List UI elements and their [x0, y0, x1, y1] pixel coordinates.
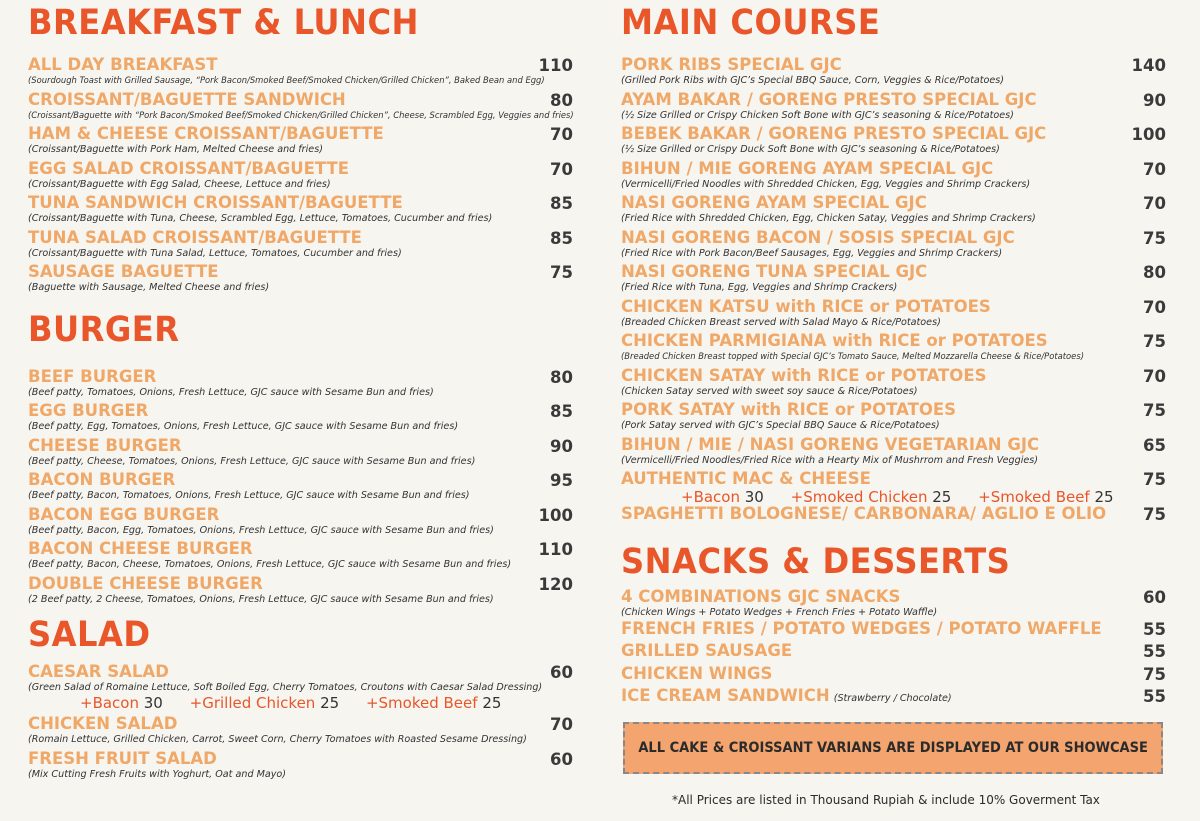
extra-price: 25 [1094, 488, 1114, 506]
menu-item [621, 297, 1166, 329]
extra-label: +Bacon [681, 488, 740, 506]
item-name: CROISSANT/BAGUETTE SANDWICH [28, 90, 346, 109]
item-price: 70 [1143, 298, 1166, 317]
item-description: (Vermicelli/Fried Noodles/Fried Rice with a Hearty Mix of Mushrrom and Fresh Veggies) [621, 455, 1039, 466]
item-description: (Beef patty, Tomatoes, Onions, Fresh Lettuce, GJC sauce with Sesame Bun and fries) [28, 387, 434, 398]
menu-item [28, 124, 573, 156]
item-name: NASI GORENG TUNA SPECIAL GJC [621, 262, 928, 281]
item-description: (Beef patty, Bacon, Egg, Tomatoes, Onions, Fresh Lettuce, GJC sauce with Sesame Bun and fries) [28, 525, 494, 536]
item-description: (Beef patty, Cheese, Tomatoes, Onions, Fresh Lettuce, GJC sauce with Sesame Bun and fries) [28, 456, 476, 467]
item-name: CAESAR SALAD [28, 662, 169, 681]
item-description: (Strawberry / Chocolate) [833, 693, 952, 704]
menu-item [621, 619, 1166, 638]
extra-label: +Grilled Chicken [189, 694, 316, 712]
item-name: HAM & CHEESE CROISSANT/BAGUETTE [28, 124, 384, 143]
showcase-banner-text: ALL CAKE & CROISSANT VARIANS ARE DISPLAYED AT OUR SHOWCASE [638, 740, 1148, 756]
item-description: (Mix Cutting Fresh Fruits with Yoghurt, Oat and Mayo) [28, 769, 287, 780]
item-name: BEBEK BAKAR / GORENG PRESTO SPECIAL GJC [621, 124, 1047, 143]
item-name: BEEF BURGER [28, 367, 157, 386]
section-title-salad: SALAD [28, 615, 151, 655]
menu-item [28, 470, 573, 502]
extra-label: +Smoked Chicken [790, 488, 928, 506]
item-price: 120 [538, 575, 573, 594]
item-name: BACON EGG BURGER [28, 505, 220, 524]
section-title-burger: BURGER [28, 310, 180, 350]
item-description: (2 Beef patty, 2 Cheese, Tomatoes, Onions, Fresh Lettuce, GJC sauce with Sesame Bun and fries) [28, 594, 494, 605]
item-extras [80, 694, 573, 712]
item-price: 85 [550, 229, 573, 248]
extra-price: 30 [744, 488, 764, 506]
item-name: TUNA SALAD CROISSANT/BAGUETTE [28, 228, 362, 247]
menu-item [621, 400, 1166, 432]
price-footnote: *All Prices are listed in Thousand Rupiah & include 10% Goverment Tax [672, 793, 1100, 807]
menu-item [28, 262, 573, 294]
menu-item [28, 55, 573, 87]
item-description: (Fried Rice with Pork Bacon/Beef Sausages, Egg, Veggies and Shrimp Crackers) [621, 248, 1003, 259]
menu-item [621, 664, 1166, 683]
item-price: 55 [1143, 620, 1166, 639]
item-name: BIHUN / MIE / NASI GORENG VEGETARIAN GJC [621, 435, 1040, 454]
item-price: 75 [1143, 505, 1166, 524]
extra-label: +Bacon [80, 694, 139, 712]
item-description: (Fried Rice with Shredded Chicken, Egg, Chicken Satay, Veggies and Shrimp Crackers) [621, 213, 1036, 224]
item-price: 75 [1143, 401, 1166, 420]
menu-item [621, 228, 1166, 260]
item-price: 55 [1143, 642, 1166, 661]
item-description: (Beef patty, Egg, Tomatoes, Onions, Fresh Lettuce, GJC sauce with Sesame Bun and fries) [28, 421, 459, 432]
item-name: ICE CREAM SANDWICH [621, 686, 830, 705]
item-price: 80 [550, 91, 573, 110]
item-name: NASI GORENG AYAM SPECIAL GJC [621, 193, 927, 212]
item-name: SPAGHETTI BOLOGNESE/ CARBONARA/ AGLIO E OLIO [621, 504, 1107, 523]
extra-price: 30 [143, 694, 163, 712]
menu-item [621, 124, 1166, 156]
menu-item [28, 574, 573, 606]
item-price: 100 [538, 506, 573, 525]
item-name: EGG BURGER [28, 401, 149, 420]
item-price: 75 [550, 263, 573, 282]
item-price: 85 [550, 194, 573, 213]
item-price: 70 [1143, 367, 1166, 386]
item-price: 75 [1143, 229, 1166, 248]
item-name: CHICKEN SALAD [28, 714, 178, 733]
section-title-breakfast: BREAKFAST & LUNCH [28, 3, 419, 43]
extra-price: 25 [482, 694, 502, 712]
menu-item [28, 714, 573, 746]
menu-item [28, 367, 573, 399]
extra-label: +Smoked Beef [978, 488, 1090, 506]
item-description: (Croissant/Baguette with Tuna Salad, Lettuce, Tomatoes, Cucumber and fries) [28, 248, 402, 259]
item-name: ALL DAY BREAKFAST [28, 55, 218, 74]
item-name: CHICKEN PARMIGIANA with RICE or POTATOES [621, 331, 1048, 350]
item-description: (Chicken Satay served with sweet soy sauce & Rice/Potatoes) [621, 386, 918, 397]
menu-item [621, 435, 1166, 467]
item-name: FRENCH FRIES / POTATO WEDGES / POTATO WAFFLE [621, 619, 1102, 638]
item-price: 110 [538, 540, 573, 559]
item-price: 80 [1143, 263, 1166, 282]
item-name: EGG SALAD CROISSANT/BAGUETTE [28, 159, 350, 178]
item-description: (Green Salad of Romaine Lettuce, Soft Boiled Egg, Cherry Tomatoes, Croutons with Caesar Salad Dressing) [28, 682, 543, 693]
item-name: CHICKEN WINGS [621, 664, 773, 683]
item-description: (Sourdough Toast with Grilled Sausage, “Pork Bacon/Smoked Beef/Smoked Chicken/Grilled Chicken”, Baked Bean and Egg) [28, 75, 545, 85]
menu-item [28, 193, 573, 225]
item-price: 80 [550, 368, 573, 387]
menu-item [621, 641, 1166, 660]
item-name-row [621, 686, 1166, 708]
menu-item [621, 159, 1166, 191]
item-description: (Croissant/Baguette with Pork Ham, Melted Cheese and fries) [28, 144, 323, 155]
item-name: NASI GORENG BACON / SOSIS SPECIAL GJC [621, 228, 1015, 247]
item-description: (Pork Satay served with GJC’s Special BBQ Sauce & Rice/Potatoes) [621, 420, 940, 431]
item-price: 65 [1143, 436, 1166, 455]
item-description: (Vermicelli/Fried Noodles with Shredded Chicken, Egg, Veggies and Shrimp Crackers) [621, 179, 1031, 190]
menu-item [28, 662, 573, 712]
item-price: 70 [1143, 194, 1166, 213]
item-description: (½ Size Grilled or Crispy Chicken Soft Bone with GJC’s seasoning & Rice/Potatoes) [621, 110, 1014, 121]
item-description: (Beef patty, Bacon, Cheese, Tomatoes, Onions, Fresh Lettuce, GJC sauce with Sesame Bun and fries) [28, 559, 512, 570]
section-title-main-course: MAIN COURSE [621, 3, 881, 43]
extra-label: +Smoked Beef [365, 694, 478, 712]
item-name: SAUSAGE BAGUETTE [28, 262, 219, 281]
menu-item [28, 159, 573, 191]
item-name: DOUBLE CHEESE BURGER [28, 574, 263, 593]
extra-price: 25 [320, 694, 340, 712]
item-description: (Baguette with Sausage, Melted Cheese and fries) [28, 282, 270, 293]
item-price: 95 [550, 471, 573, 490]
menu-item [28, 228, 573, 260]
item-description: (Fried Rice with Tuna, Egg, Veggies and Shrimp Crackers) [621, 282, 898, 293]
section-title-snacks: SNACKS & DESSERTS [621, 542, 1011, 582]
item-price: 110 [538, 56, 573, 75]
menu-item [621, 262, 1166, 294]
item-name: BACON CHEESE BURGER [28, 539, 253, 558]
menu-item [621, 504, 1166, 523]
item-price: 55 [1143, 687, 1166, 706]
menu-item [621, 469, 1166, 506]
item-name: FRESH FRUIT SALAD [28, 749, 217, 768]
menu-item [28, 436, 573, 468]
menu-item [28, 749, 573, 781]
item-price: 70 [550, 715, 573, 734]
item-name: AYAM BAKAR / GORENG PRESTO SPECIAL GJC [621, 90, 1037, 109]
menu-item [621, 90, 1166, 122]
item-price: 60 [550, 750, 573, 769]
item-price: 75 [1143, 665, 1166, 684]
item-price: 100 [1131, 125, 1166, 144]
menu-item [621, 193, 1166, 225]
item-name: CHICKEN KATSU with RICE or POTATOES [621, 297, 991, 316]
menu-item [621, 366, 1166, 398]
menu-item [621, 331, 1166, 363]
menu-item [28, 505, 573, 537]
item-description: (Breaded Chicken Breast served with Salad Mayo & Rice/Potatoes) [621, 317, 941, 328]
menu-item [28, 401, 573, 433]
item-price: 70 [550, 160, 573, 179]
item-name: CHEESE BURGER [28, 436, 182, 455]
item-description: (Beef patty, Bacon, Tomatoes, Onions, Fresh Lettuce, GJC sauce with Sesame Bun and fries) [28, 490, 470, 501]
item-description: (Chicken Wings + Potato Wedges + French Fries + Potato Waffle) [621, 607, 938, 618]
item-name: PORK RIBS SPECIAL GJC [621, 55, 842, 74]
menu-item [621, 55, 1166, 87]
item-name: CHICKEN SATAY with RICE or POTATOES [621, 366, 987, 385]
item-name: 4 COMBINATIONS GJC SNACKS [621, 587, 901, 606]
item-price: 70 [550, 125, 573, 144]
menu-item [28, 90, 573, 122]
item-description: (Croissant/Baguette with Tuna, Cheese, Scrambled Egg, Lettuce, Tomatoes, Cucumber and fries) [28, 213, 493, 224]
item-description: (½ Size Grilled or Crispy Duck Soft Bone with GJC’s seasoning & Rice/Potatoes) [621, 144, 1000, 155]
showcase-banner [623, 722, 1163, 774]
item-price: 75 [1143, 470, 1166, 489]
item-price: 85 [550, 402, 573, 421]
item-price: 60 [1143, 588, 1166, 607]
menu-item [621, 587, 1166, 619]
item-price: 90 [1143, 91, 1166, 110]
item-price: 140 [1131, 56, 1166, 75]
item-description: (Croissant/Baguette with “Pork Bacon/Smoked Beef/Smoked Chicken/Grilled Chicken”, Cheese, Scrambled Egg, Veggies and fries) [28, 110, 574, 120]
item-price: 60 [550, 663, 573, 682]
item-name: PORK SATAY with RICE or POTATOES [621, 400, 957, 419]
extra-price: 25 [932, 488, 952, 506]
item-description: (Breaded Chicken Breast topped with Special GJC’s Tomato Sauce, Melted Mozzarella Cheese & Rice/Potatoes) [621, 351, 1084, 361]
menu-item [621, 686, 1166, 708]
item-price: 70 [1143, 160, 1166, 179]
menu-item [28, 539, 573, 571]
item-name: AUTHENTIC MAC & CHEESE [621, 469, 871, 488]
item-description: (Romain Lettuce, Grilled Chicken, Carrot, Sweet Corn, Cherry Tomatoes with Roasted Sesame Dressing) [28, 734, 527, 745]
item-price: 75 [1143, 332, 1166, 351]
item-price: 90 [550, 437, 573, 456]
item-name: GRILLED SAUSAGE [621, 641, 793, 660]
item-description: (Croissant/Baguette with Egg Salad, Cheese, Lettuce and fries) [28, 179, 331, 190]
item-name: BACON BURGER [28, 470, 176, 489]
item-name: BIHUN / MIE GORENG AYAM SPECIAL GJC [621, 159, 994, 178]
item-name: TUNA SANDWICH CROISSANT/BAGUETTE [28, 193, 403, 212]
item-description: (Grilled Pork Ribs with GJC’s Special BBQ Sauce, Corn, Veggies & Rice/Potatoes) [621, 75, 1005, 86]
